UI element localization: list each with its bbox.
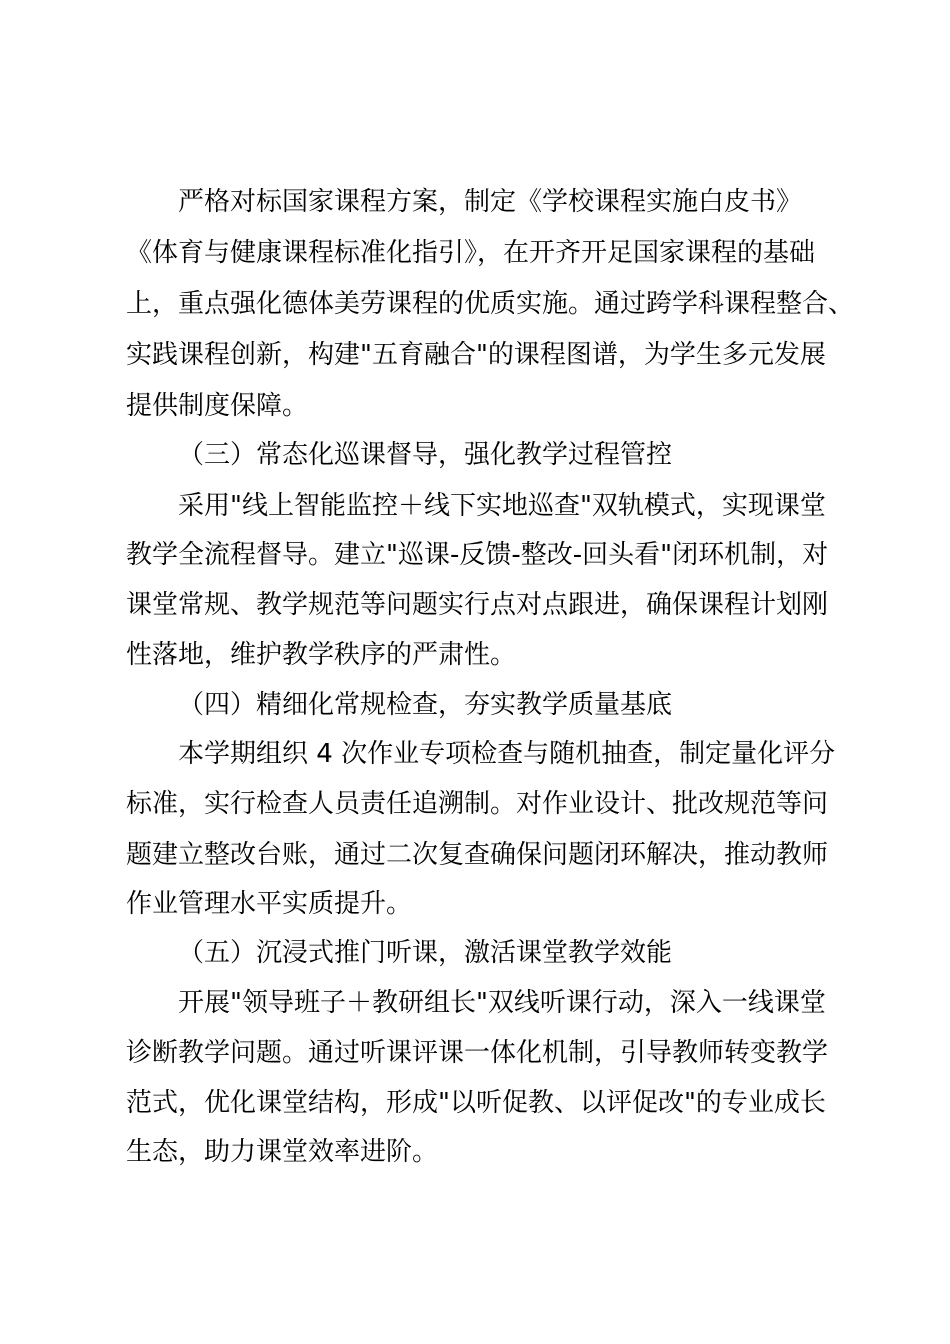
- paragraph-1-line-4: 实践课程创新，构建"五育融合"的课程图谱，为学生多元发展: [126, 340, 826, 370]
- section-heading-5: （五）沉浸式推门听课，激活课堂教学效能: [178, 938, 673, 968]
- paragraph-5-line-4: 生态，助力课堂效率进阶。: [126, 1137, 439, 1167]
- section-heading-4: （四）精细化常规检查，夯实教学质量基底: [178, 690, 673, 720]
- paragraph-5-line-1: 开展"领导班子＋教研组长"双线听课行动，深入一线课堂: [178, 988, 826, 1018]
- paragraph-3-line-3: 课堂常规、教学规范等问题实行点对点跟进，确保课程计划刚: [126, 590, 829, 620]
- paragraph-4-line-3: 题建立整改台账，通过二次复查确保问题闭环解决，推动教师: [126, 840, 829, 870]
- paragraph-4-line-1: 本学期组织 4 次作业专项检查与随机抽查，制定量化评分: [178, 739, 836, 769]
- paragraph-4-line-2: 标准，实行检查人员责任追溯制。对作业设计、批改规范等问: [126, 789, 829, 819]
- paragraph-3-line-1: 采用"线上智能监控＋线下实地巡查"双轨模式，实现课堂: [178, 491, 826, 521]
- paragraph-3-line-2: 教学全流程督导。建立"巡课-反馈-整改-回头看"闭环机制，对: [126, 540, 829, 570]
- paragraph-5-line-3: 范式，优化课堂结构，形成"以听促教、以评促改"的专业成长: [126, 1088, 826, 1118]
- section-heading-3: （三）常态化巡课督导，强化教学过程管控: [178, 440, 673, 470]
- paragraph-1-line-1: 严格对标国家课程方案，制定《学校课程实施白皮书》: [178, 187, 803, 217]
- paragraph-5-line-2: 诊断教学问题。通过听课评课一体化机制，引导教师转变教学: [126, 1038, 829, 1068]
- paragraph-1-line-5: 提供制度保障。: [126, 391, 309, 421]
- paragraph-3-line-4: 性落地，维护教学秩序的严肃性。: [126, 640, 517, 670]
- paragraph-1-line-3: 上，重点强化德体美劳课程的优质实施。通过跨学科课程整合、: [126, 289, 855, 319]
- paragraph-1-line-2: 《体育与健康课程标准化指引》，在开齐开足国家课程的基础: [126, 238, 816, 268]
- paragraph-4-line-4: 作业管理水平实质提升。: [126, 889, 413, 919]
